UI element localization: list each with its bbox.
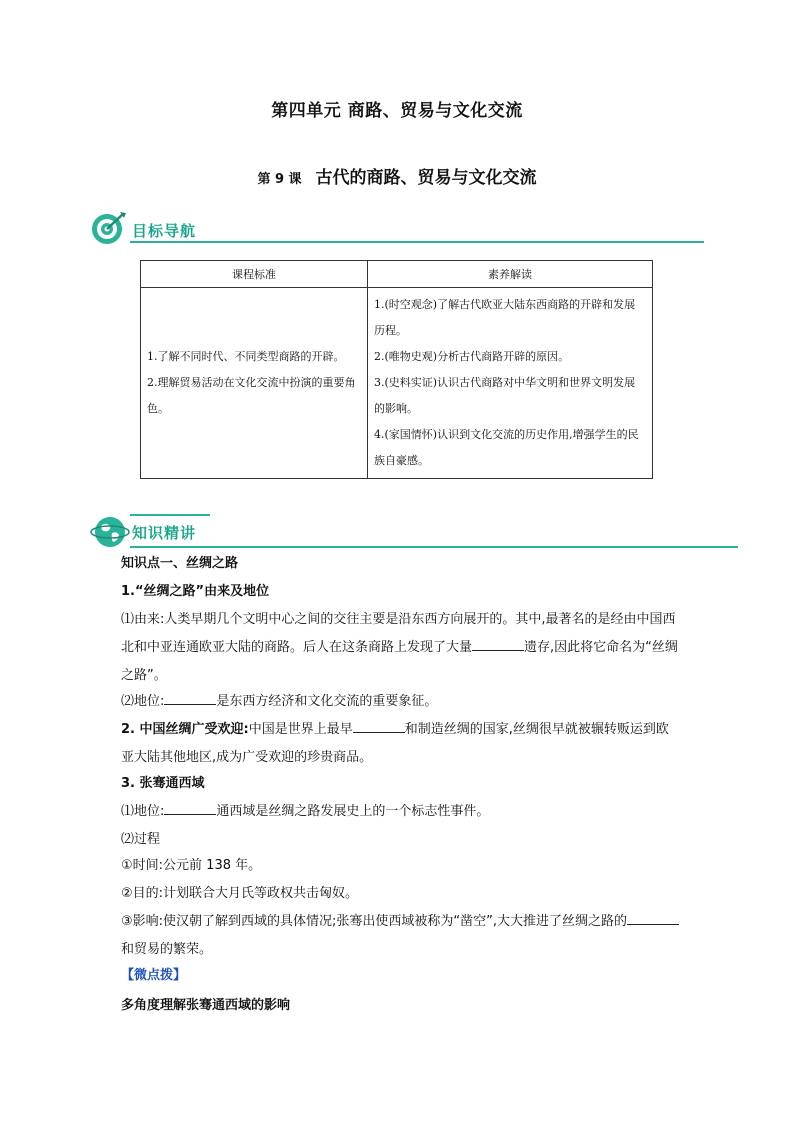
text: ⑴由来:人类早期几个文明中心之间的交往主要是沿东西方向展开的。其中,最著名的是经由中国西北和中亚连通欧亚大陆的商路。后人在这条商路上发现了大量 [121,612,676,655]
paragraph-purpose: ②目的:计划联合大月氏等政权共击匈奴。 [121,886,359,901]
fill-blank[interactable] [472,636,524,651]
section-header-knowledge [90,512,738,552]
paragraph-zhangqian [121,798,681,826]
globe-icon [90,514,130,550]
literacy-cell [368,288,653,479]
table-header-row [141,261,653,288]
fill-blank[interactable] [627,910,679,925]
fill-blank[interactable] [164,800,216,815]
tip-label: 【微点拨】 [121,968,187,983]
text: ⑵地位: [121,694,165,709]
section-header-goals [90,210,704,250]
text: ③影响:使汉朝了解到西域的具体情况;张骞出使西域被称为“凿空”,大大推进了丝绸之路的 [121,914,628,929]
section-overline [130,514,210,516]
paragraph-status [121,688,681,716]
goals-table [140,260,653,479]
target-icon [90,210,128,246]
table-header: 素养解读 [368,261,653,288]
list-item: 2.(唯物史观)分析古代商路开辟的原因。 [374,350,570,363]
text: 遗存,因此将它命名为“丝绸之路”。 [121,640,678,683]
list-item: 1.了解不同时代、不同类型商路的开辟。 [147,350,345,363]
text: ⑴地位: [121,804,165,819]
fill-blank[interactable] [164,690,216,705]
lesson-title [0,163,794,188]
section-divider [130,241,704,243]
section-label-goals: 目标导航 [132,222,197,240]
text: 和贸易的繁荣。 [121,942,213,957]
paragraph-silk [121,716,681,772]
knowledge-point-title: 知识点一、丝绸之路 [121,556,239,571]
unit-title: 第四单元 商路、贸易与文化交流 [271,101,523,121]
paragraph-time: ①时间:公元前 138 年。 [121,858,262,873]
lesson-name: 古代的商路、贸易与文化交流 [315,168,537,188]
tip-title: 多角度理解张骞通西域的影响 [121,998,291,1013]
text: 中国是世界上最早 [248,722,353,737]
list-item: 1.(时空观念)了解古代欧亚大陆东西商路的开辟和发展历程。 [374,298,636,337]
standards-cell [141,288,368,479]
text: 和制造丝绸的国家,丝绸很早就被辗转贩运到欧亚大陆其他地区,成为广受欢迎的珍贵商品。 [121,722,669,765]
list-item: 2.理解贸易活动在文化交流中扮演的重要角色。 [147,376,356,415]
subheading: 3. 张骞通西域 [121,776,205,791]
fill-blank[interactable] [353,718,405,733]
paragraph-impact [121,908,681,964]
paragraph-origin [121,606,681,690]
text: 通西域是丝绸之路发展史上的一个标志性事件。 [216,804,490,819]
table-row [141,288,653,479]
paragraph-process: ⑵过程 [121,832,161,847]
table-header: 课程标准 [141,261,368,288]
list-item: 3.(史料实证)认识古代商路对中华文明和世界文明发展的影响。 [374,376,636,415]
list-item: 4.(家国情怀)认识到文化交流的历史作用,增强学生的民族自豪感。 [374,428,639,467]
text: 是东西方经济和文化交流的重要象征。 [216,694,438,709]
section-divider [130,546,738,548]
section-label-knowledge: 知识精讲 [132,524,197,542]
subheading: 1.“丝绸之路”由来及地位 [121,584,270,599]
lesson-number: 第 9 课 [257,172,302,187]
subheading: 2. 中国丝绸广受欢迎: [121,722,249,737]
